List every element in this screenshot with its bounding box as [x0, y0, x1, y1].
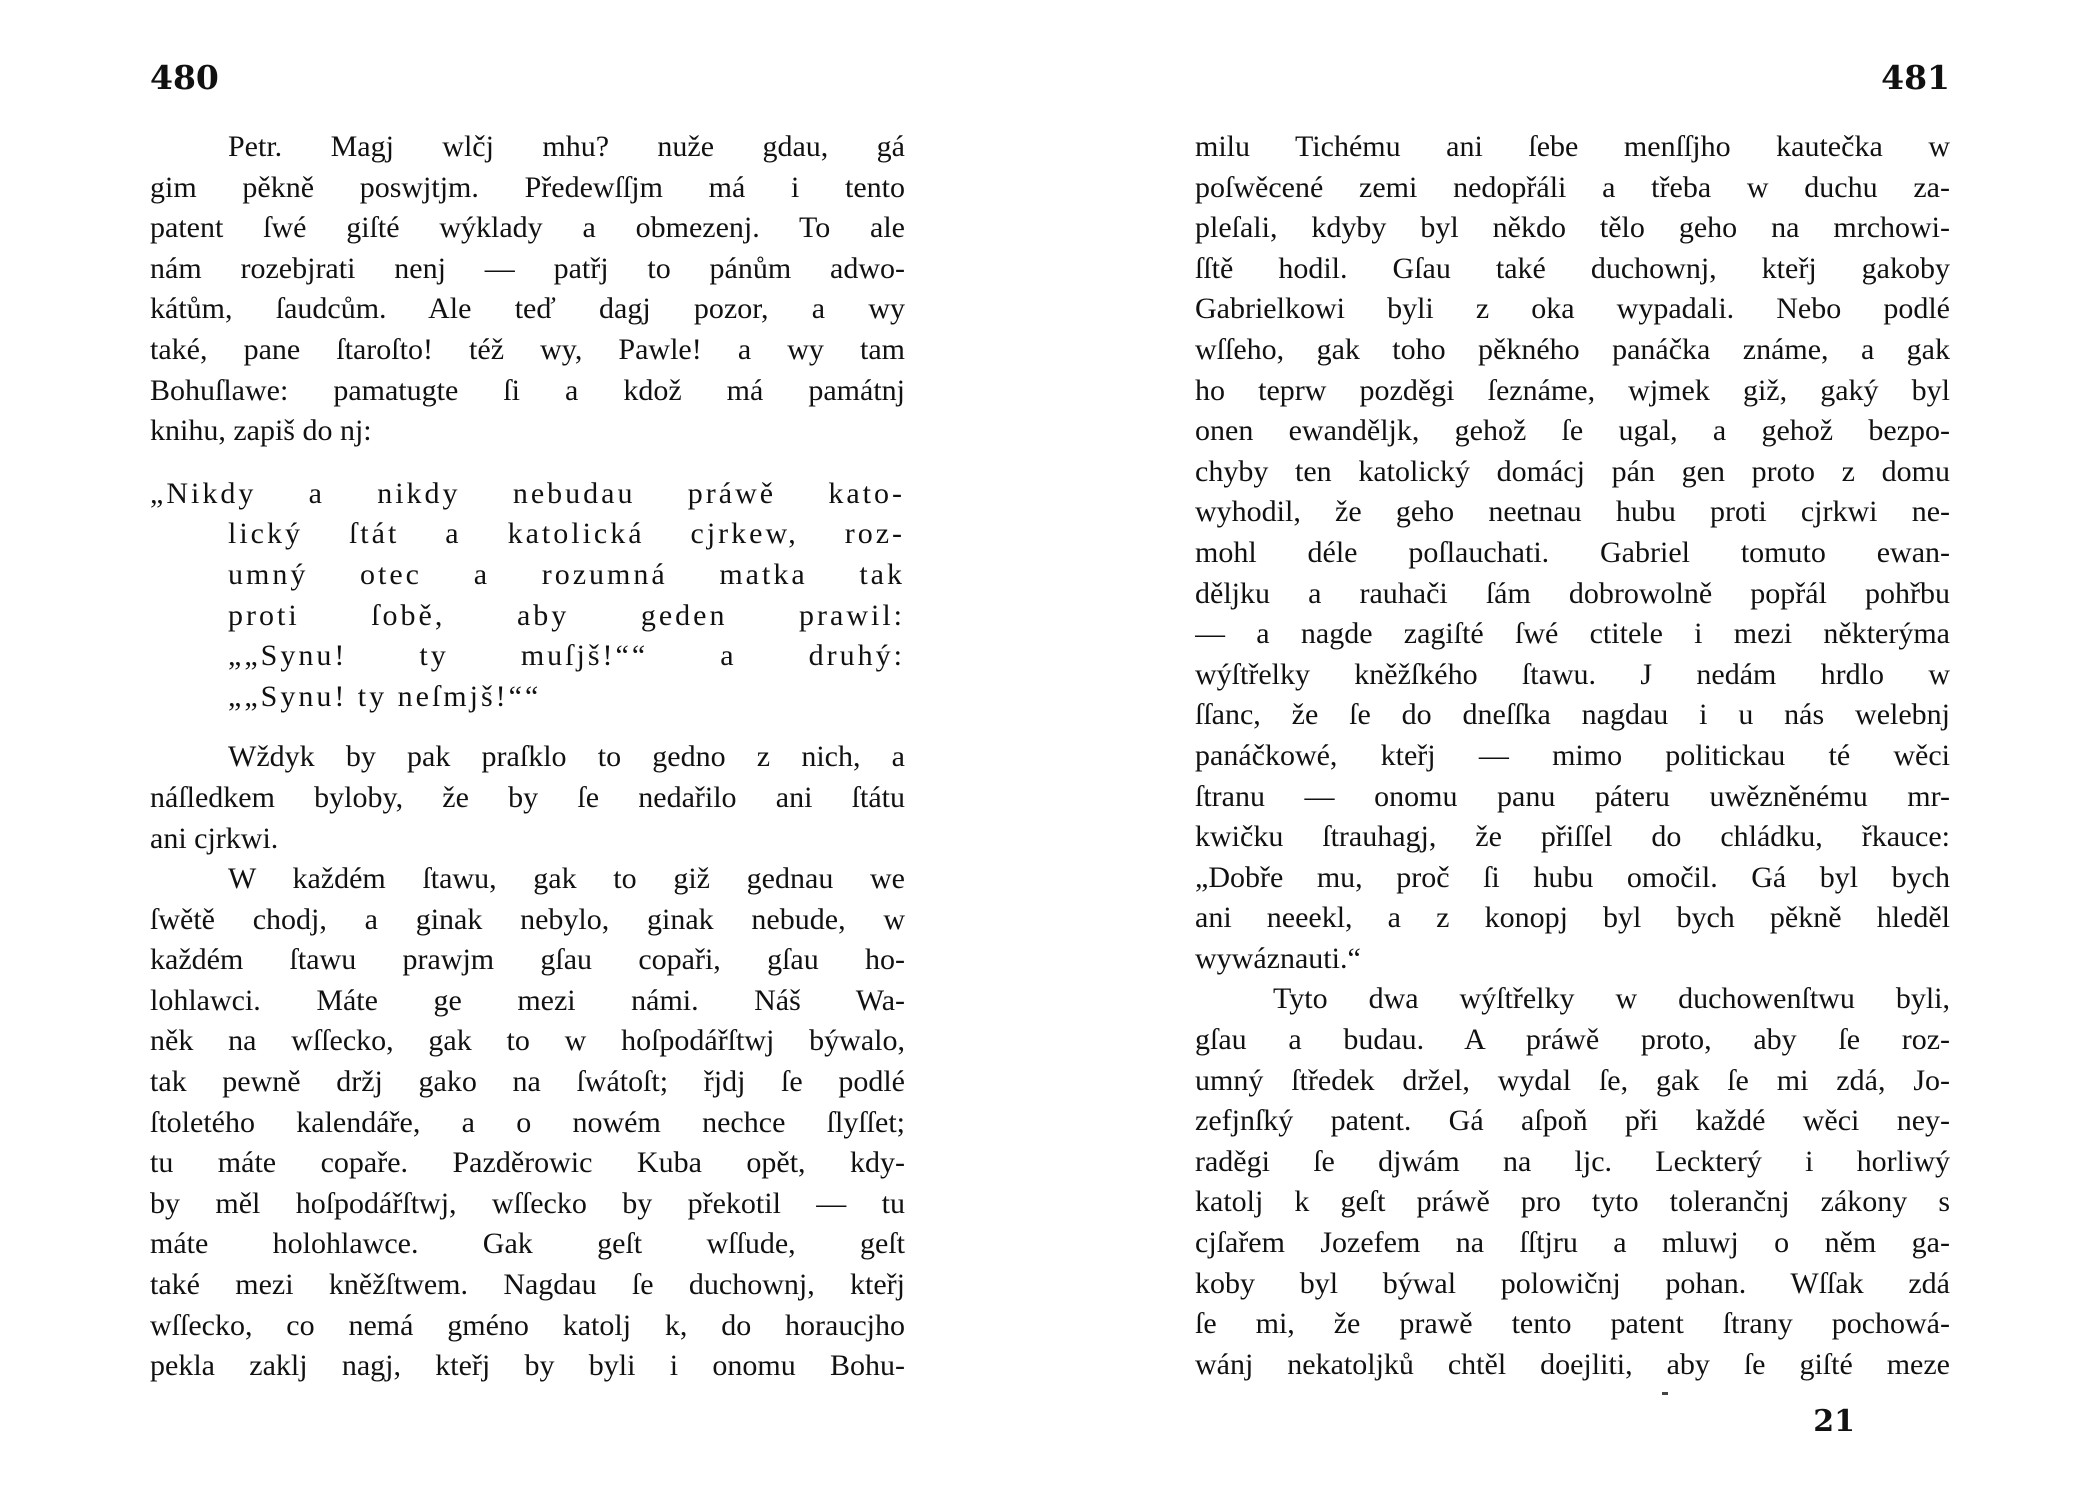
text-line: máte holohlawce. Gak geſt wſſude, geſt — [150, 1227, 905, 1261]
signature-mark: 21 — [1813, 1404, 1855, 1439]
text-line: lohlawci. Máte ge mezi námi. Náš Wa- — [150, 983, 905, 1017]
text-line: wánj nekatoljků chtěl doejliti, aby ſe giſté meze — [1195, 1347, 1950, 1381]
text-line: každém ſtawu prawjm gſau copaři, gſau ho- — [150, 943, 905, 977]
left-page — [150, 0, 905, 1500]
text-line: W každém ſtawu, gak to giž gednau we — [228, 862, 905, 896]
text-line: ani cjrkwi. — [150, 821, 279, 855]
text-line: knihu, zapiš do nj: — [150, 414, 372, 448]
text-line: umný ſtředek držel, wydal ſe, gak ſe mi zdá, Jo- — [1195, 1063, 1950, 1097]
text-line: pleſali, kdyby byl někdo tělo geho na mrchowi- — [1195, 211, 1950, 245]
quote-line: lický ſtát a katolická cjrkew, roz- — [228, 517, 905, 551]
page-number-left: 480 — [150, 58, 219, 97]
text-line: wywáznauti.“ — [1195, 941, 1361, 975]
text-line: ho teprw pozděgi ſeznáme, wjmek giž, gaký byl — [1195, 373, 1950, 407]
block-quote — [150, 474, 905, 718]
page-number-right: 481 — [1881, 58, 1950, 97]
text-line: náſledkem byloby, že by ſe nedařilo ani ſtátu — [150, 780, 905, 814]
text-line: tak pewně držj gako na ſwátoſt; řjdj ſe podlé — [150, 1065, 905, 1099]
text-line: wýſtřelky kněžſkého ſtawu. J nedám hrdlo w — [1195, 657, 1950, 691]
text-line: patent ſwé giſté wýklady a obmezenj. To ale — [150, 211, 905, 245]
text-line: ſſanc, že ſe do dneſſka nagdau i u nás welebnj — [1195, 698, 1950, 732]
text-line: ſtranu — onomu panu páteru uwězněnému mr- — [1195, 779, 1950, 813]
text-line: gim pěkně poswjtjm. Předewſſjm má i tento — [150, 170, 905, 204]
text-line: ſtoletého kalendáře, a o nowém nechce ſlyſſet; — [150, 1105, 905, 1139]
text-line: Tyto dwa wýſtřelky w duchowenſtwu byli, — [1273, 982, 1950, 1016]
text-line: — a nagde zagiſté ſwé ctitele i mezi některýma — [1195, 617, 1950, 651]
text-line: ſwětě chodj, a ginak nebylo, ginak nebude, w — [150, 902, 905, 936]
text-line: onen ewanděljk, gehož ſe ugal, a gehož bezpo- — [1195, 414, 1950, 448]
text-line: raděgi ſe djwám na ljc. Leckterý i horliwý — [1195, 1144, 1950, 1178]
right-page — [1195, 0, 1950, 1500]
text-line: ſe mi, že prawě tento patent ſtrany pochowá- — [1195, 1307, 1950, 1341]
paragraph — [150, 127, 905, 452]
text-line: koby byl býwal polowičnj pohan. Wſſak zdá — [1195, 1266, 1950, 1300]
text-line: také mezi kněžſtwem. Nagdau ſe duchownj, kteřj — [150, 1268, 905, 1302]
quote-line: „„Synu! ty neſmjš!““ — [228, 679, 542, 713]
text-line: děljku a rauhači ſám dobrowolně popřál pohřbu — [1195, 576, 1950, 610]
text-line: katolj k geſt práwě pro tyto tolerančnj zákony s — [1195, 1185, 1950, 1219]
text-line: tu máte copaře. Pazděrowic Kuba opět, kdy- — [150, 1146, 905, 1180]
text-line: Wždyk by pak praſklo to gedno z nich, a — [228, 740, 905, 774]
text-line: kwičku ſtrauhagj, že přiſſel do chládku, řkauce: — [1195, 820, 1950, 854]
text-line: také, pane ſtaroſto! též wy, Pawle! a wy tam — [150, 332, 905, 366]
text-line: wſſecko, co nemá gméno katolj k, do horaucjho — [150, 1308, 905, 1342]
text-line: zefjnſký patent. Gá aſpoň při každé wěci ney- — [1195, 1104, 1950, 1138]
text-line: gſau a budau. A práwě proto, aby ſe roz- — [1195, 1023, 1950, 1057]
text-line: ſſtě hodil. Gſau také duchownj, kteřj gakoby — [1195, 251, 1950, 285]
left-page-text — [150, 127, 905, 1387]
text-line: by měl hoſpodářſtwj, wſſecko by překotil — tu — [150, 1186, 905, 1220]
text-line: něk na wſſecko, gak to w hoſpodářſtwj býwalo, — [150, 1024, 905, 1058]
text-line: milu Tichému ani ſebe menſſjho kautečka w — [1195, 130, 1950, 163]
paragraph — [150, 859, 905, 1387]
text-line: panáčkowé, kteřj — mimo politickau té wěci — [1195, 738, 1950, 772]
quote-line: proti ſobě, aby geden prawil: — [228, 598, 905, 632]
print-speck — [1662, 1392, 1668, 1395]
text-line: nám rozebjrati nenj — patřj to pánům adwo- — [150, 251, 905, 285]
text-line: Gabrielkowi byli z oka wypadali. Nebo podlé — [1195, 292, 1950, 326]
text-line: mohl déle poſlauchati. Gabriel tomuto ewan- — [1195, 535, 1950, 569]
text-line: ani neeekl, a z konopj byl bych pěkně hleděl — [1195, 901, 1950, 935]
text-line: wſſeho, gak toho pěkného panáčka známe, a gak — [1195, 332, 1950, 366]
text-line: „Dobře mu, proč ſi hubu omočil. Gá byl bych — [1195, 860, 1950, 894]
text-line: Petr. Magj wlčj mhu? nuže gdau, gá — [228, 130, 905, 163]
text-line: pekla zaklj nagj, kteřj by byli i onomu Bohu- — [150, 1349, 905, 1383]
text-line: wyhodil, že geho neetnau hubu proti cjrkwi ne- — [1195, 495, 1950, 529]
quote-line: „Nikdy a nikdy nebudau práwě kato- — [150, 476, 905, 510]
text-line: cjſařem Jozefem na ſſtjru a mluwj o něm ga- — [1195, 1226, 1950, 1260]
paragraph — [1195, 979, 1950, 1385]
right-page-text — [1195, 127, 1950, 1385]
paragraph — [1195, 127, 1950, 979]
text-line: Bohuſlawe: pamatugte ſi a kdož má památnj — [150, 373, 905, 407]
text-line: chyby ten katolický domácj pán gen proto z domu — [1195, 454, 1950, 488]
text-line: kátům, ſaudcům. Ale teď dagj pozor, a wy — [150, 292, 905, 326]
paragraph — [150, 737, 905, 859]
quote-line: umný otec a rozumná matka tak — [228, 557, 905, 591]
text-line: poſwěcené zemi nedopřáli a třeba w duchu za- — [1195, 170, 1950, 204]
quote-line: „„Synu! ty muſjš!““ a druhý: — [228, 639, 905, 673]
